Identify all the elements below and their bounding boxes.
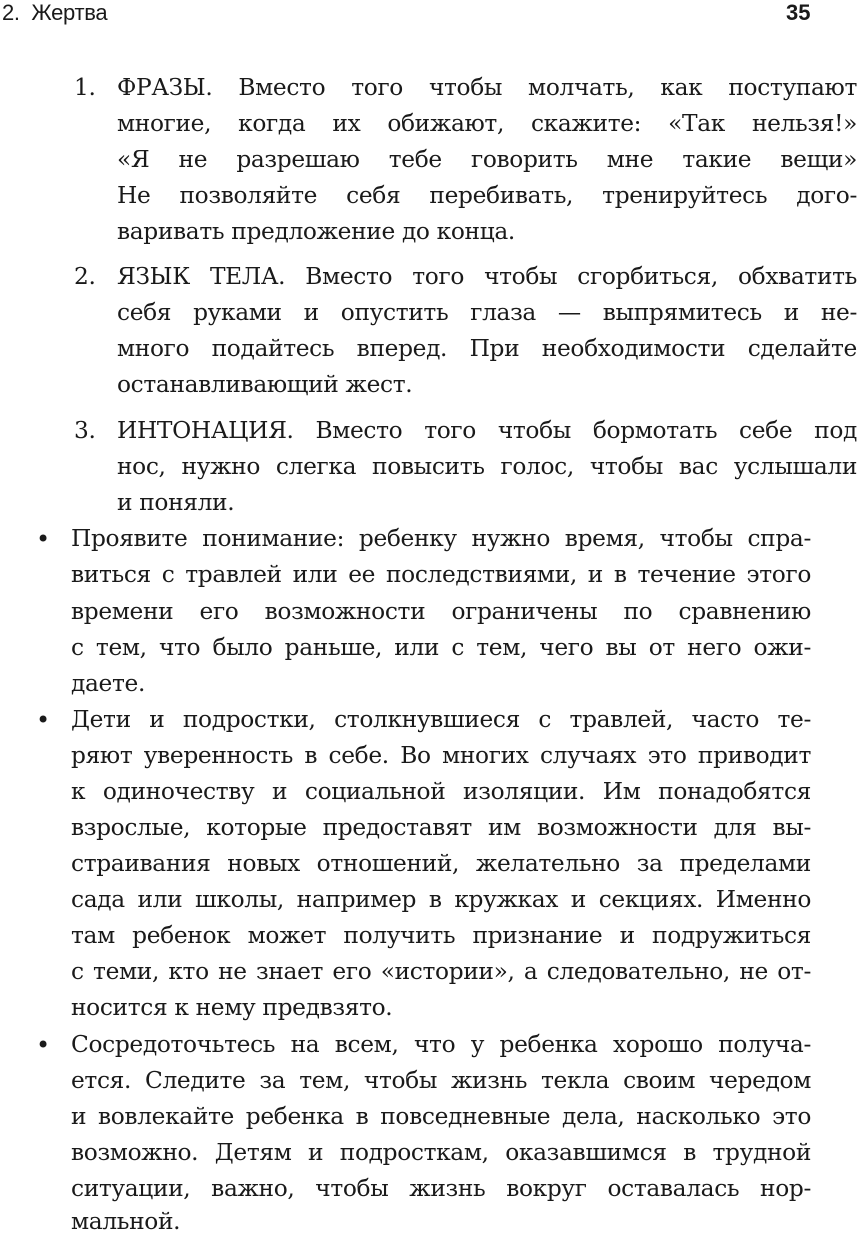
text-line: Не позволяйте себя перебивать, тренируйтесь дого- <box>117 182 857 209</box>
item-number: 1. <box>74 74 96 101</box>
text-line: ется. Следите за тем, чтобы жизнь текла своим чередом <box>71 1067 811 1094</box>
bullet-marker: • <box>36 706 50 734</box>
bullet-marker: • <box>36 525 50 553</box>
text-line: и поняли. <box>117 489 235 516</box>
text-line: много подайтесь вперед. При необходимости сделайте <box>117 335 857 362</box>
text-line: ФРАЗЫ. Вместо того чтобы молчать, как поступают <box>117 74 857 101</box>
text-line: с тем, что было раньше, или с тем, чего вы от него ожи- <box>71 634 811 661</box>
text-line: варивать предложение до конца. <box>117 218 515 245</box>
chapter-title: 2. Жертва <box>2 0 108 25</box>
text-line: мальной. <box>71 1208 181 1235</box>
item-number: 3. <box>74 417 96 444</box>
text-line: времени его возможности ограничены по сравнению <box>71 598 811 625</box>
text-line: многие, когда их обижают, скажите: «Так нельзя!» <box>117 110 857 137</box>
text-line: останавливающий жест. <box>117 371 413 398</box>
text-line: Дети и подростки, столкнувшиеся с травлей, часто те- <box>71 706 811 733</box>
text-line: возможно. Детям и подросткам, оказавшимся в трудной <box>71 1139 811 1166</box>
bullet-marker: • <box>36 1031 50 1059</box>
text-line: взрослые, которые предоставят им возможности для вы- <box>71 814 811 841</box>
text-line: с теми, кто не знает его «истории», а следовательно, не от- <box>71 958 811 985</box>
text-line: себя руками и опустить глаза — выпрямитесь и не- <box>117 299 857 326</box>
text-line: страивания новых отношений, желательно за пределами <box>71 850 811 877</box>
text-line: даете. <box>71 670 146 697</box>
text-line: носится к нему предвзято. <box>71 994 393 1021</box>
item-number: 2. <box>74 263 96 290</box>
text-line: нос, нужно слегка повысить голос, чтобы вас услышали <box>117 453 857 480</box>
page-number: 35 <box>786 0 811 25</box>
text-line: «Я не разрешаю тебе говорить мне такие вещи» <box>117 146 857 173</box>
text-line: Сосредоточьтесь на всем, что у ребенка хорошо получа- <box>71 1031 811 1058</box>
text-line: и вовлекайте ребенка в повседневные дела, насколько это <box>71 1103 811 1130</box>
text-line: сада или школы, например в кружках и секциях. Именно <box>71 886 811 913</box>
text-line: ИНТОНАЦИЯ. Вместо того чтобы бормотать себе под <box>117 417 857 444</box>
text-line: Проявите понимание: ребенку нужно время, чтобы спра- <box>71 525 811 552</box>
text-line: виться с травлей или ее последствиями, и в течение этого <box>71 561 811 588</box>
text-line: ЯЗЫК ТЕЛА. Вместо того чтобы сгорбиться, обхватить <box>117 263 857 290</box>
text-line: ситуации, важно, чтобы жизнь вокруг оставалась нор- <box>71 1175 811 1202</box>
text-line: там ребенок может получить признание и подружиться <box>71 922 811 949</box>
text-line: ряют уверенность в себе. Во многих случаях это приводит <box>71 742 811 769</box>
text-line: к одиночеству и социальной изоляции. Им понадобятся <box>71 778 811 805</box>
